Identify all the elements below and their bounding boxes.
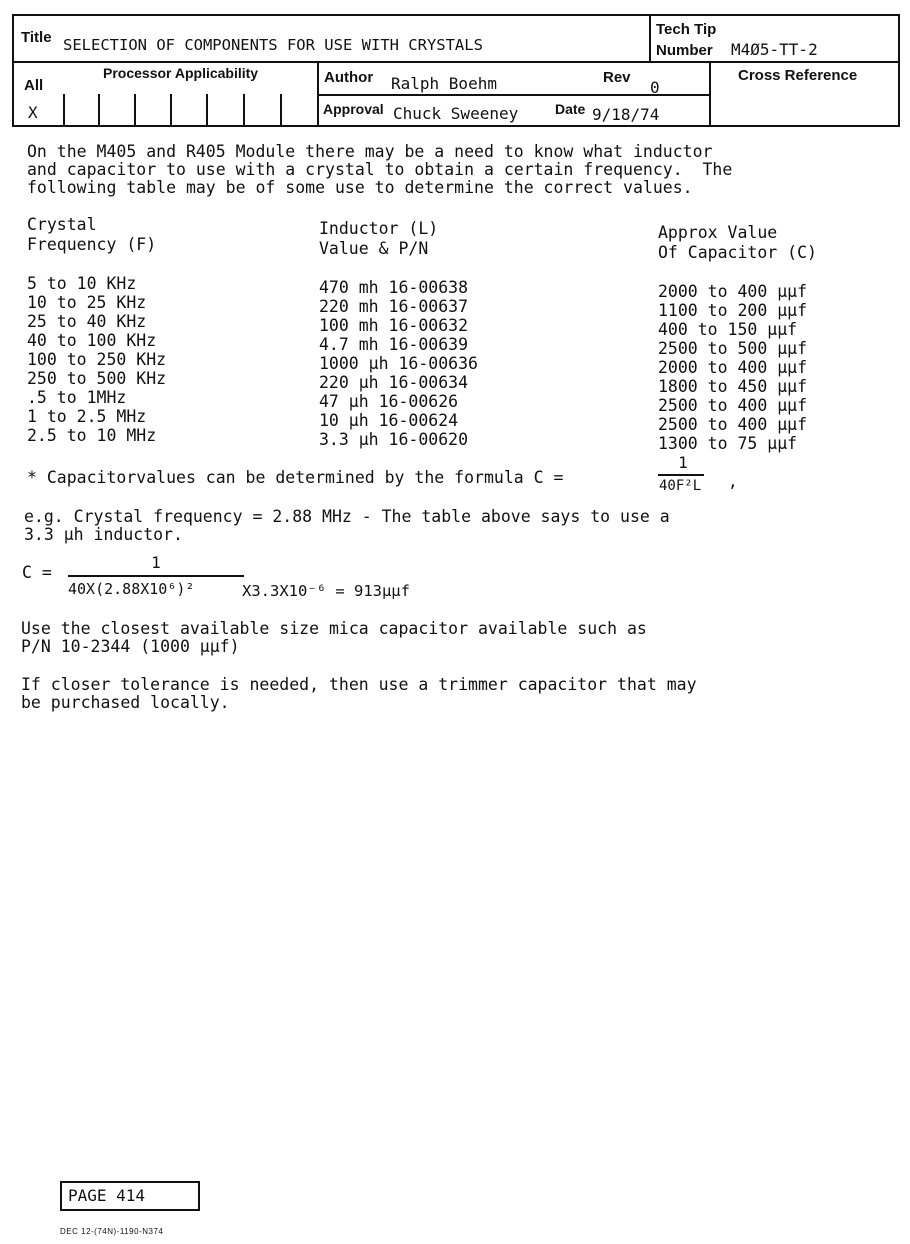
- frequency-cell: 40 to 100 KHz: [27, 331, 157, 350]
- processor-tick: [63, 94, 65, 127]
- inductor-cell: 47 µh 16-00626: [319, 392, 459, 411]
- inductor-cell: 1000 µh 16-00636: [319, 354, 478, 373]
- title-label: Title: [21, 29, 52, 46]
- capacitor-cell: 1300 to 75 µµf: [658, 434, 798, 453]
- title-value: SELECTION OF COMPONENTS FOR USE WITH CRYSTALS: [63, 36, 483, 54]
- all-label: All: [24, 77, 44, 94]
- capacitor-cell: 2000 to 400 µµf: [658, 282, 808, 301]
- header-divider-techtip: [649, 14, 651, 63]
- cross-reference-label: Cross Reference: [738, 67, 858, 84]
- table-header-frequency: Crystal Frequency (F): [27, 215, 157, 254]
- inductor-cell: 470 mh 16-00638: [319, 278, 469, 297]
- inductor-cell: 4.7 mh 16-00639: [319, 335, 469, 354]
- processor-tick: [280, 94, 282, 127]
- formula-fraction-bar: [658, 474, 704, 476]
- capacitor-cell: 1100 to 200 µµf: [658, 301, 808, 320]
- inductor-cell: 3.3 µh 16-00620: [319, 430, 469, 449]
- example-paragraph: e.g. Crystal frequency = 2.88 MHz - The table above says to use a 3.3 µh inductor.: [24, 507, 670, 544]
- header-divider-row: [12, 61, 900, 63]
- calc-denominator: 40X(2.88X10⁶)²: [68, 580, 195, 598]
- calc-lhs: C =: [22, 563, 52, 582]
- date-value: 9/18/74: [592, 105, 660, 124]
- frequency-cell: 2.5 to 10 MHz: [27, 426, 157, 445]
- approval-label: Approval: [323, 101, 384, 117]
- inductor-cell: 220 µh 16-00634: [319, 373, 469, 392]
- formula-denominator: 40F²L: [659, 478, 702, 494]
- table-header-capacitor: Approx Value Of Capacitor (C): [658, 223, 817, 262]
- author-label: Author: [324, 69, 374, 86]
- frequency-cell: 250 to 500 KHz: [27, 369, 167, 388]
- techtip-number-value: M4Ø5-TT-2: [731, 40, 818, 59]
- processor-tick: [206, 94, 208, 127]
- closest-capacitor-paragraph: Use the closest available size mica capacitor available such as P/N 10-2344 (1000 µµf): [21, 619, 647, 656]
- processor-tick: [134, 94, 136, 127]
- frequency-cell: 1 to 2.5 MHz: [27, 407, 147, 426]
- capacitor-cell: 2000 to 400 µµf: [658, 358, 808, 377]
- capacitor-cell: 2500 to 400 µµf: [658, 396, 808, 415]
- formula-prefix: * Capacitorvalues can be determined by the formula C =: [27, 468, 564, 487]
- inductor-cell: 100 mh 16-00632: [319, 316, 469, 335]
- processor-tick: [170, 94, 172, 127]
- calc-numerator: 1: [151, 553, 161, 572]
- frequency-cell: 100 to 250 KHz: [27, 350, 167, 369]
- calc-tail: X3.3X10⁻⁶ = 913µµf: [242, 582, 410, 600]
- formula-numerator: 1: [678, 453, 688, 472]
- processor-applicability-label: Processor Applicability: [103, 65, 259, 81]
- calc-fraction-bar: [68, 575, 244, 577]
- frequency-cell: .5 to 1MHz: [27, 388, 127, 407]
- capacitor-cell: 1800 to 450 µµf: [658, 377, 808, 396]
- processor-tick: [243, 94, 245, 127]
- techtip-number-label: Number: [656, 42, 713, 59]
- intro-paragraph: On the M405 and R405 Module there may be a need to know what inductor and capacitor to use with a crystal to obtain a certain frequency. The following table may be of some use to determine the correct values.: [27, 142, 733, 197]
- processor-tick: [98, 94, 100, 127]
- form-number-footer: DEC 12-(74N)-1190-N374: [60, 1227, 164, 1236]
- all-value: X: [28, 103, 38, 122]
- author-value: Ralph Boehm: [391, 74, 497, 93]
- approval-value: Chuck Sweeney: [393, 104, 519, 123]
- page-number-box: PAGE 414: [60, 1181, 200, 1211]
- inductor-cell: 220 mh 16-00637: [319, 297, 469, 316]
- capacitor-cell: 2500 to 500 µµf: [658, 339, 808, 358]
- inductor-cell: 10 µh 16-00624: [319, 411, 459, 430]
- rev-label: Rev: [603, 69, 631, 86]
- tolerance-paragraph: If closer tolerance is needed, then use a trimmer capacitor that may be purchased locally.: [21, 675, 697, 712]
- table-header-inductor: Inductor (L) Value & P/N: [319, 219, 439, 258]
- frequency-cell: 25 to 40 KHz: [27, 312, 147, 331]
- capacitor-cell: 400 to 150 µµf: [658, 320, 798, 339]
- date-label: Date: [555, 101, 586, 117]
- frequency-cell: 10 to 25 KHz: [27, 293, 147, 312]
- formula-suffix: ,: [728, 472, 738, 491]
- techtip-label: Tech Tip: [656, 21, 717, 38]
- capacitor-cell: 2500 to 400 µµf: [658, 415, 808, 434]
- rev-value: 0: [650, 78, 660, 97]
- frequency-cell: 5 to 10 KHz: [27, 274, 137, 293]
